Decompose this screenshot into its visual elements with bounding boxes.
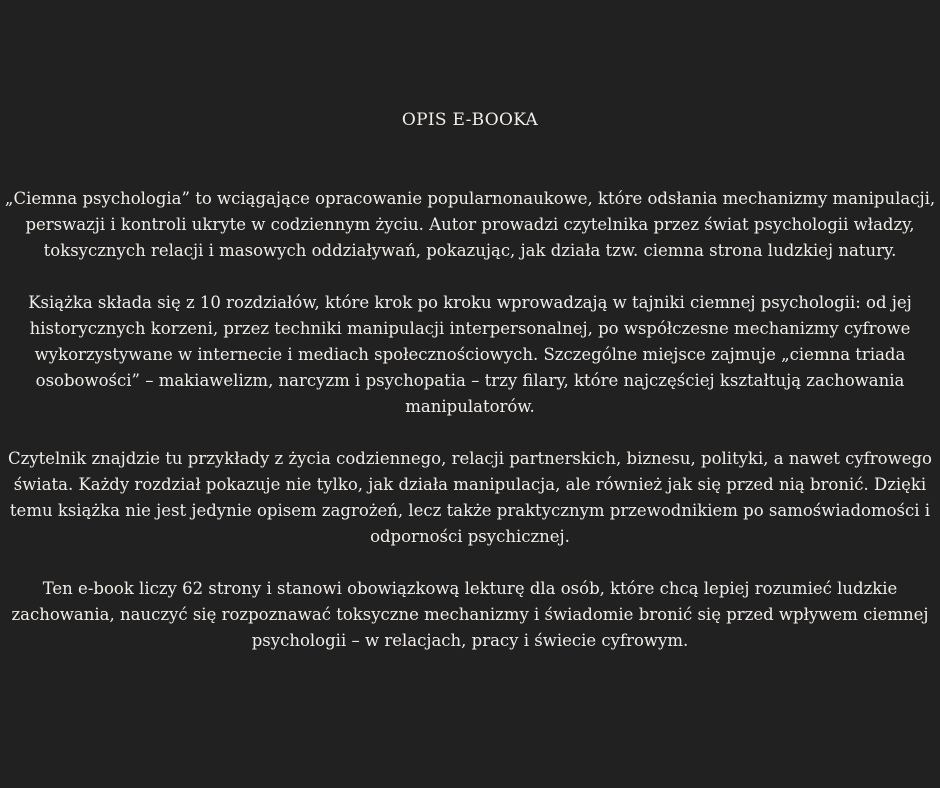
description-paragraph-1: „Ciemna psychologia” to wciągające opracowanie popularnonaukowe, które odsłania mechanizmy manipulacji, perswazji i kontroli ukryte w codziennym życiu. Autor prowadzi czytelnika przez świat psychologii władzy, toksycznych relacji i masowych oddziaływań, pokazując, jak działa tzw. ciemna strona ludzkiej natury. bbox=[4, 189, 936, 260]
description-paragraph-4: Ten e-book liczy 62 strony i stanowi obowiązkową lekturę dla osób, które chcą lepiej rozumieć ludzkie zachowania, nauczyć się rozpoznawać toksyczne mechanizmy i świadomie bronić się przed wpływem ciemnej psychologii – w relacjach, pracy i świecie cyfrowym. bbox=[11, 579, 929, 650]
description-body bbox=[2, 186, 938, 680]
description-paragraph-2: Książka składa się z 10 rozdziałów, które krok po kroku wprowadzają w tajniki ciemnej psychologii: od jej historycznych korzeni, przez techniki manipulacji interpersonalnej, po współczesne mechanizmy cyfrowe wykorzystywane w internecie i mediach społecznościowych. Szczególne miejsce zajmuje „ciemna triada osobowości” – makiawelizm, narcyzm i psychopatia – trzy filary, które najczęściej kształtują zachowania manipulatorów. bbox=[28, 293, 912, 416]
description-paragraph-3: Czytelnik znajdzie tu przykłady z życia codziennego, relacji partnerskich, biznesu, polityki, a nawet cyfrowego świata. Każdy rozdział pokazuje nie tylko, jak działa manipulacja, ale również jak się przed nią bronić. Dzięki temu książka nie jest jedynie opisem zagrożeń, lecz także praktycznym przewodnikiem po samoświadomości i odporności psychicznej. bbox=[8, 449, 932, 546]
page-title: OPIS E-BOOKA bbox=[401, 110, 539, 130]
